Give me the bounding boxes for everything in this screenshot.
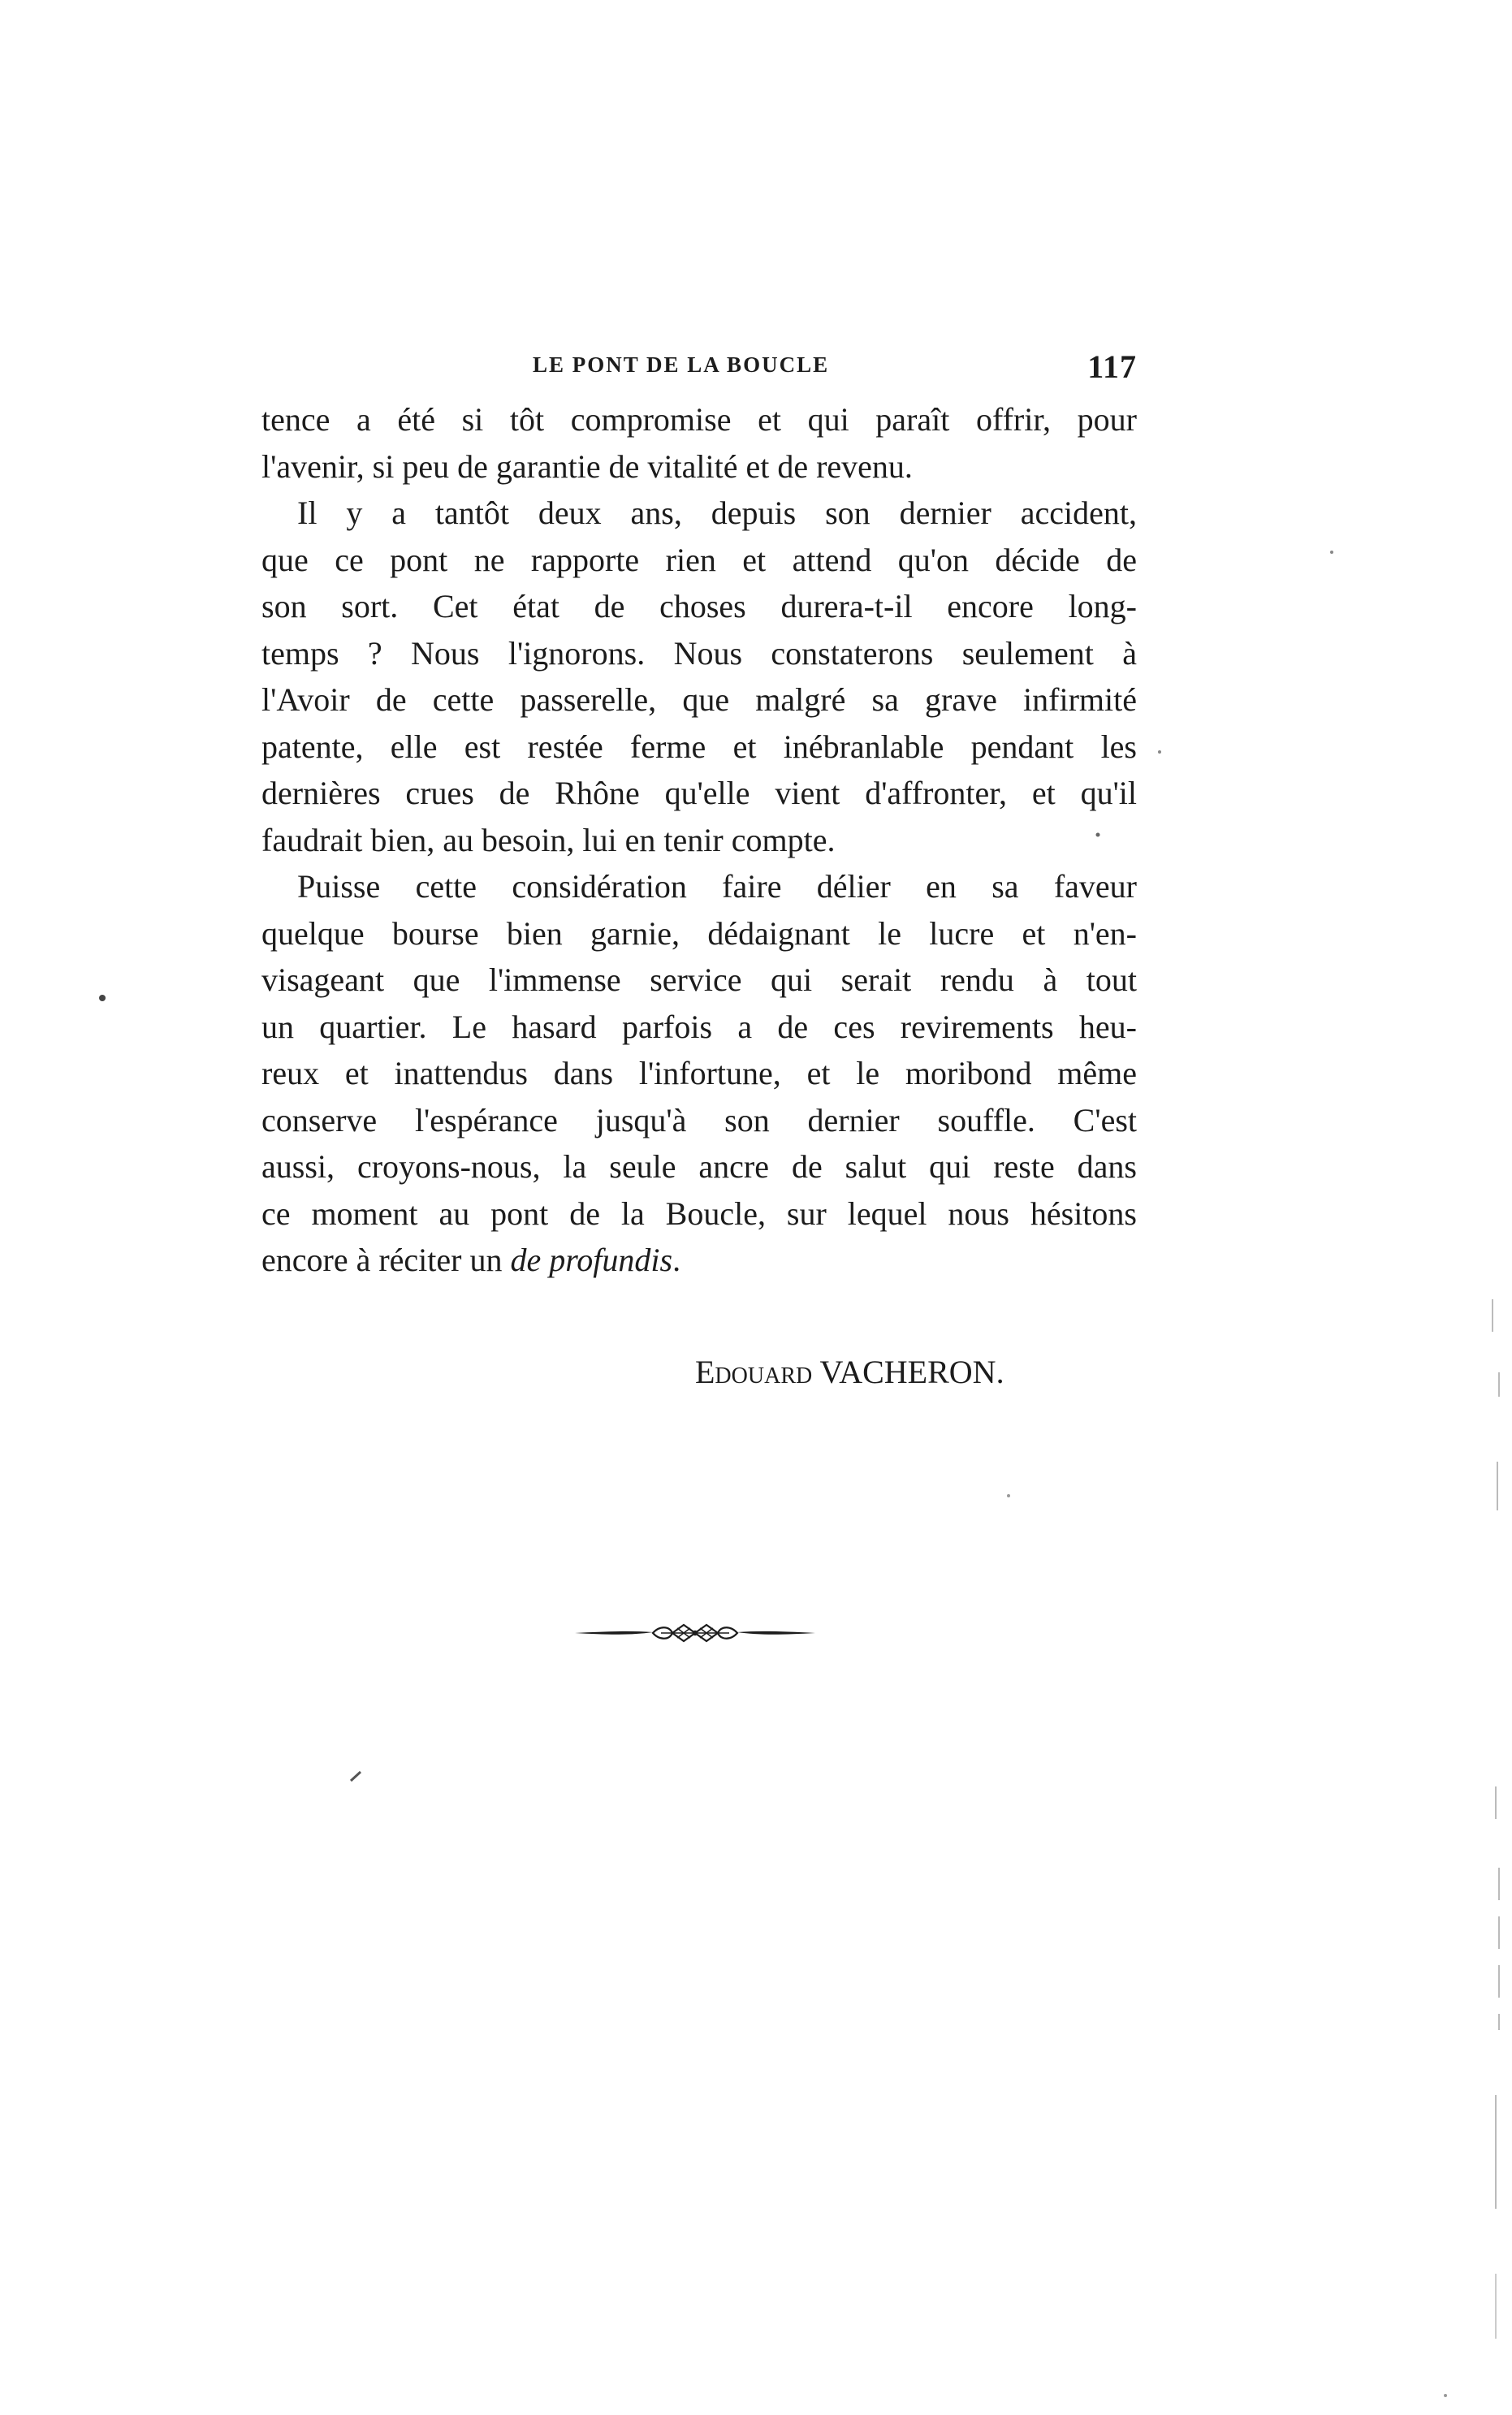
- final-period: .: [672, 1242, 681, 1278]
- author-first-name: Edouard: [695, 1354, 813, 1390]
- text-line: l'avenir, si peu de garantie de vitalité et de revenu.: [261, 447, 913, 485]
- text-line: tence a été si tôt compromise et qui paraît offrir, pour: [261, 401, 1137, 438]
- text-line: que ce pont ne rapporte rien et attend qu'on décide de: [261, 541, 1137, 578]
- text-line: reux et inattendus dans l'infortune, et le moribond même: [261, 1055, 1137, 1091]
- text-line: dernières crues de Rhône qu'elle vient d'affronter, et qu'il: [261, 775, 1137, 811]
- text-line: aussi, croyons-nous, la seule ancre de salut qui reste dans: [261, 1148, 1137, 1185]
- text-line: Il y a tantôt deux ans, depuis son dernier accident,: [297, 495, 1137, 531]
- text-line: ce moment au pont de la Boucle, sur lequel nous hésitons: [261, 1195, 1137, 1232]
- page-number: 117: [1087, 348, 1137, 385]
- signature-row: [261, 1348, 1137, 1397]
- running-title: LE PONT DE LA BOUCLE: [533, 352, 830, 377]
- text-line: conserve l'espérance jusqu'à son dernier souffle. C'est: [261, 1101, 1137, 1138]
- final-line-text: encore à réciter un: [261, 1242, 511, 1278]
- fleuron-ornament: [573, 1621, 817, 1645]
- text-line: patente, elle est restée ferme et inébranlable pendant les: [261, 728, 1137, 765]
- text-line: faudrait bien, au besoin, lui en tenir compte.: [261, 821, 836, 858]
- text-line-final: [261, 1237, 1137, 1284]
- text-line: son sort. Cet état de choses durera-t-il encore long-: [261, 588, 1137, 624]
- author-last-name: VACHERON.: [819, 1354, 1004, 1390]
- text-line: temps ? Nous l'ignorons. Nous constaterons seulement à: [261, 634, 1137, 672]
- text-line: Puisse cette considération faire délier en sa faveur: [297, 868, 1137, 905]
- author-signature: [695, 1348, 1004, 1397]
- text-line: quelque bourse bien garnie, dédaignant le lucre et n'en-: [261, 914, 1137, 952]
- running-head: [260, 348, 1137, 383]
- text-line: l'Avoir de cette passerelle, que malgré sa grave infirmité: [261, 681, 1137, 718]
- body-text: [261, 396, 1137, 1284]
- latin-phrase: de profundis: [510, 1242, 673, 1278]
- text-line: visageant que l'immense service qui serait rendu à tout: [261, 961, 1137, 998]
- text-line: un quartier. Le hasard parfois a de ces revirements heu-: [261, 1008, 1137, 1045]
